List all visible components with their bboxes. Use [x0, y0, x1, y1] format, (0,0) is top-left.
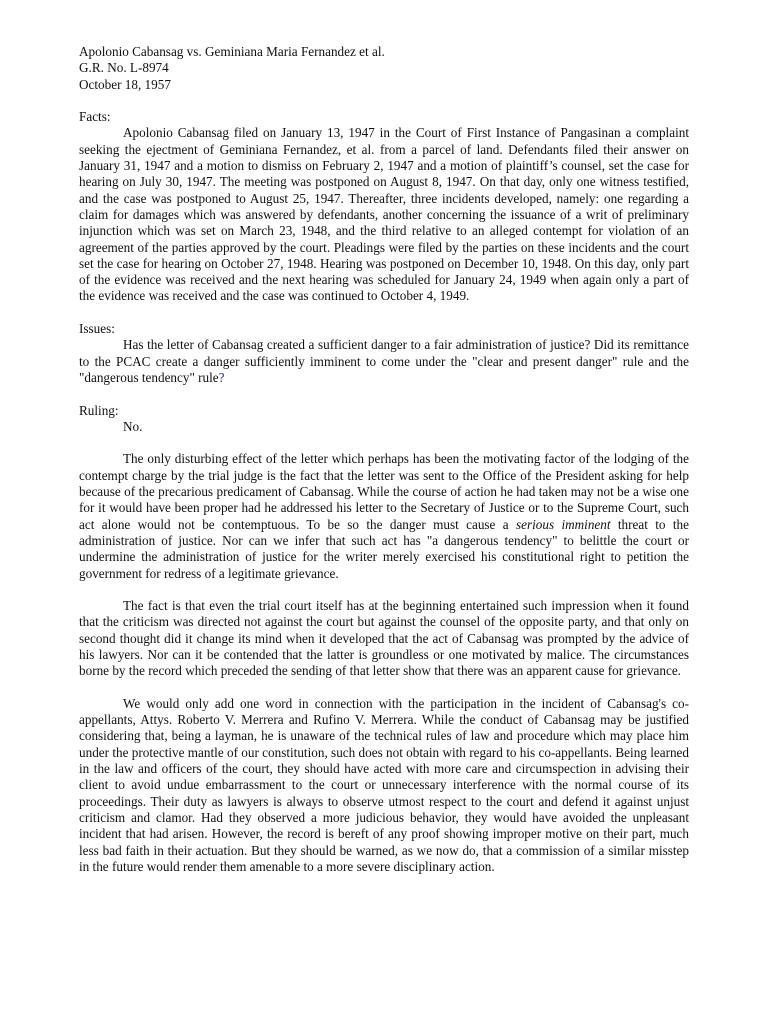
- issues-question-mark: ?: [218, 369, 225, 385]
- ruling-p1-before: The only disturbing effect of the letter which perhaps has been the motivating factor of the lodging of the contempt charge by the trial judge is the fact that the letter was sent to the Office of the President asking for help because of the precarious predicament of Cabansag. While the course of action he had taken may not be a wise one for it would have been proper had he addressed his letter to the Secretary of Justice or to the Supreme Court, such act alone would not be contemptuous. To be so the danger must cause a: [79, 451, 689, 532]
- spacer: [79, 93, 689, 109]
- issues-heading: Issues:: [79, 321, 115, 337]
- facts-heading: Facts:: [79, 109, 111, 125]
- spacer: [79, 386, 689, 402]
- ruling-p1-after: threat to the administration of justice. Nor can we infer that such act has "a dangerous tendency" to belittle the court or undermine the administration of justice for the writer merely exercised his constitutional right to petition the government for redress of a legitimate grievance.: [79, 516, 690, 581]
- ruling-p1-emphasis: serious imminent: [515, 516, 611, 532]
- facts-paragraph: Apolonio Cabansag filed on January 13, 1947 in the Court of First Instance of Pangasinan a complaint seeking the ejectment of Geminiana Fernandez, et al. from a parcel of land. Defendants filed their answer on January 31, 1947 and a motion to dismiss on February 2, 1947 and a motion of plaintiff’s counsel, set the case for hearing on July 30, 1947. The meeting was postponed on August 8, 1947. On that day, only one witness testified, and the case was postponed to August 25, 1947. Thereafter, three incidents developed, namely: one regarding a claim for damages which was answered by defendants, another concerning the issuance of a writ of preliminary injunction which was set on March 23, 1948, and the third relative to an alleged contempt for violation of an agreement of the parties approved by the court. Pleadings were filed by the parties on these incidents and the court set the case for hearing on October 27, 1948. Hearing was postponed on December 10, 1948. On this day, only part of the evidence was received and the next hearing was scheduled for January 24, 1949 when again only a part of the evidence was received and the case was continued to October 4, 1949.: [79, 125, 689, 304]
- spacer: [79, 305, 689, 321]
- issues-text: Has the letter of Cabansag created a sufficient danger to a fair administration of justice? Did its remittance to the PCAC create a danger sufficiently imminent to come under the "clear and present danger" rule and the "dangerous tendency" rule: [79, 337, 689, 385]
- ruling-answer: No.: [123, 418, 143, 434]
- ruling-heading: Ruling:: [79, 402, 119, 418]
- decision-date: October 18, 1957: [79, 76, 171, 92]
- case-title: Apolonio Cabansag vs. Geminiana Maria Fernandez et al.: [79, 44, 385, 59]
- issues-paragraph: [79, 337, 689, 386]
- document-page: [79, 44, 689, 875]
- ruling-paragraph-3: We would only add one word in connection with the participation in the incident of Cabansag's co-appellants, Attys. Roberto V. Merrera and Rufino V. Merrera. While the conduct of Cabansag may be justified considering that, being a layman, he is unaware of the technical rules of law and procedure which may place him under the protective mantle of our constitution, such does not obtain with regard to his co-appellants. Being learned in the law and officers of the court, they should have acted with more care and circumspection in advising their client to avoid undue embarrassment to the court or unnecessary interference with the normal course of its proceedings. Their duty as lawyers is always to observe utmost respect to the court and defend it against unjust criticism and clamor. Had they observed a more judicious behavior, they would have avoided the unpleasant incident that had arisen. However, the record is bereft of any proof showing improper motive on their part, much less bad faith in their actuation. But they should be warned, as we now do, that a commission of a similar misstep in the future would render them amenable to a more severe disciplinary action.: [79, 695, 689, 874]
- spacer: [79, 435, 689, 451]
- ruling-paragraph-1: [79, 451, 689, 581]
- ruling-paragraph-2: The fact is that even the trial court itself has at the beginning entertained such impression when it found that the criticism was directed not against the court but against the counsel of the opposite party, and that only on second thought did it change its mind when it developed that the act of Cabansag was prompted by the advice of his lawyers. Nor can it be contended that the latter is groundless or one motivated by malice. The circumstances borne by the record which preceded the sending of that letter show that there was an apparent cause for grievance.: [79, 598, 689, 679]
- spacer: [79, 680, 689, 696]
- gr-number: G.R. No. L-8974: [79, 60, 169, 76]
- spacer: [79, 582, 689, 598]
